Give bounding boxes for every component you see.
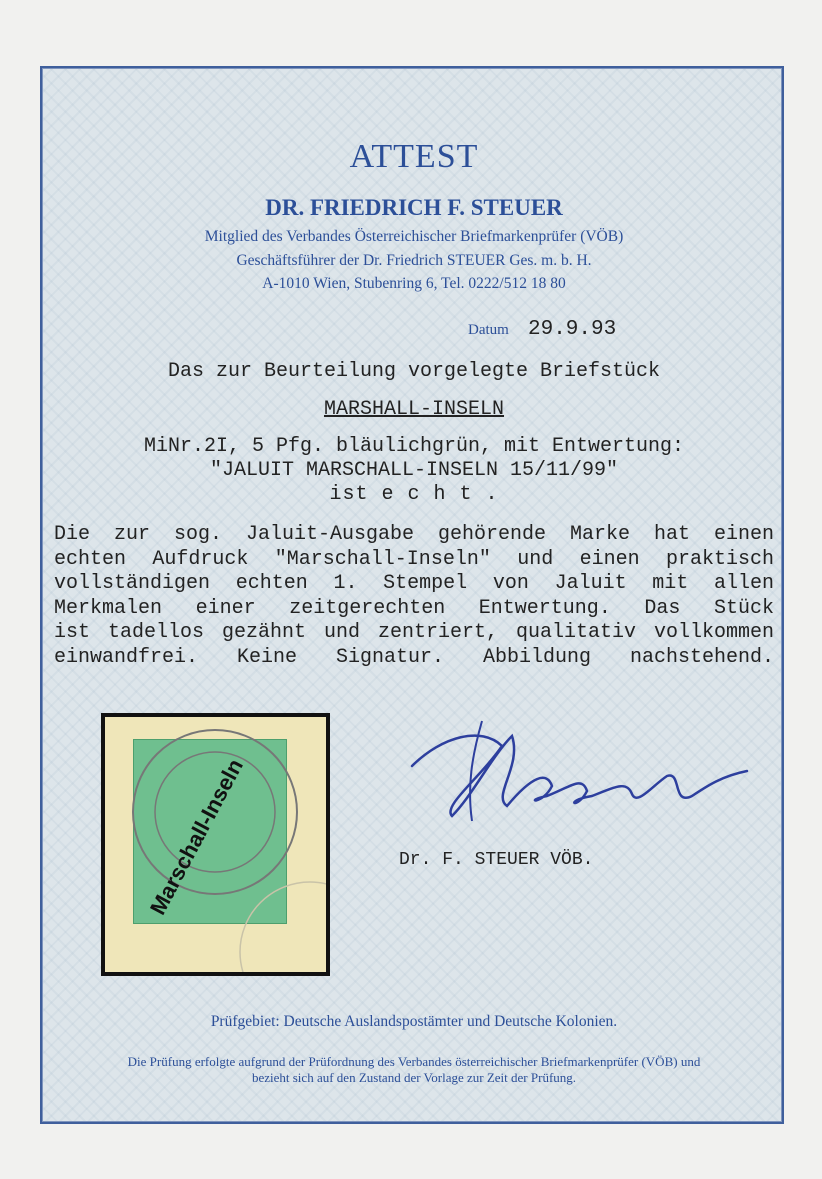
paragraph-line: Die zur sog. Jaluit-Ausgabe gehörende Marke hat einen bbox=[54, 523, 774, 546]
address-line: A-1010 Wien, Stubenring 6, Tel. 0222/512 18 80 bbox=[262, 275, 566, 292]
country-line bbox=[42, 398, 786, 421]
scope-line: Prüfgebiet: Deutsche Auslandspostämter und Deutsche Kolonien. bbox=[210, 1013, 618, 1030]
signature-name: Dr. F. STEUER VÖB. bbox=[399, 850, 594, 870]
intro-line: Das zur Beurteilung vorgelegte Briefstück bbox=[167, 360, 661, 383]
cancel-line: "JALUIT MARSCHALL-INSELN 15/11/99" bbox=[209, 459, 619, 482]
membership-line: Mitglied des Verbandes Österreichischer Briefmarkenprüfer (VÖB) bbox=[204, 228, 624, 245]
datum-label: Datum bbox=[468, 322, 509, 338]
country-text: MARSHALL-INSELN bbox=[323, 398, 505, 421]
verdict-line: ist e c h t . bbox=[329, 483, 499, 506]
briefstueck-paper bbox=[105, 717, 326, 972]
paragraph-line: vollständigen echten 1. Stempel von Jaluit mit allen bbox=[54, 572, 774, 595]
company-line: Geschäftsführer der Dr. Friedrich STEUER Ges. m. b. H. bbox=[236, 252, 592, 269]
paragraph-line: einwandfrei. Keine Signatur. Abbildung nachstehend. bbox=[54, 645, 774, 669]
footer-note: Die Prüfung erfolgte aufgrund der Prüfordnung des Verbandes österreichischer Briefmarkenprüfer (VÖB) und bezieht sich auf den Zustand der Vorlage zur Zeit der Prüfung. bbox=[127, 1054, 701, 1085]
item-line: MiNr.2I, 5 Pfg. bläulichgrün, mit Entwertung: bbox=[143, 435, 685, 458]
paragraph-line: Merkmalen einer zeitgerechten Entwertung. Das Stück bbox=[54, 596, 774, 620]
datum-value: 29.9.93 bbox=[528, 318, 617, 341]
paragraph-line: ist tadellos gezähnt und zentriert, qualitativ vollkommen bbox=[54, 621, 774, 644]
certificate-sheet bbox=[40, 66, 784, 1124]
paragraph-line: echten Aufdruck "Marschall-Inseln" und einen praktisch bbox=[54, 547, 774, 571]
examiner-name: DR. FRIEDRICH F. STEUER bbox=[265, 195, 563, 220]
attest-title: ATTEST bbox=[349, 138, 479, 175]
overprint-text: Marschall-Inseln bbox=[145, 754, 249, 919]
postmark-icon bbox=[105, 717, 326, 972]
signature-icon bbox=[372, 716, 762, 826]
stamp-photo bbox=[101, 713, 330, 976]
description-paragraph bbox=[54, 523, 774, 670]
